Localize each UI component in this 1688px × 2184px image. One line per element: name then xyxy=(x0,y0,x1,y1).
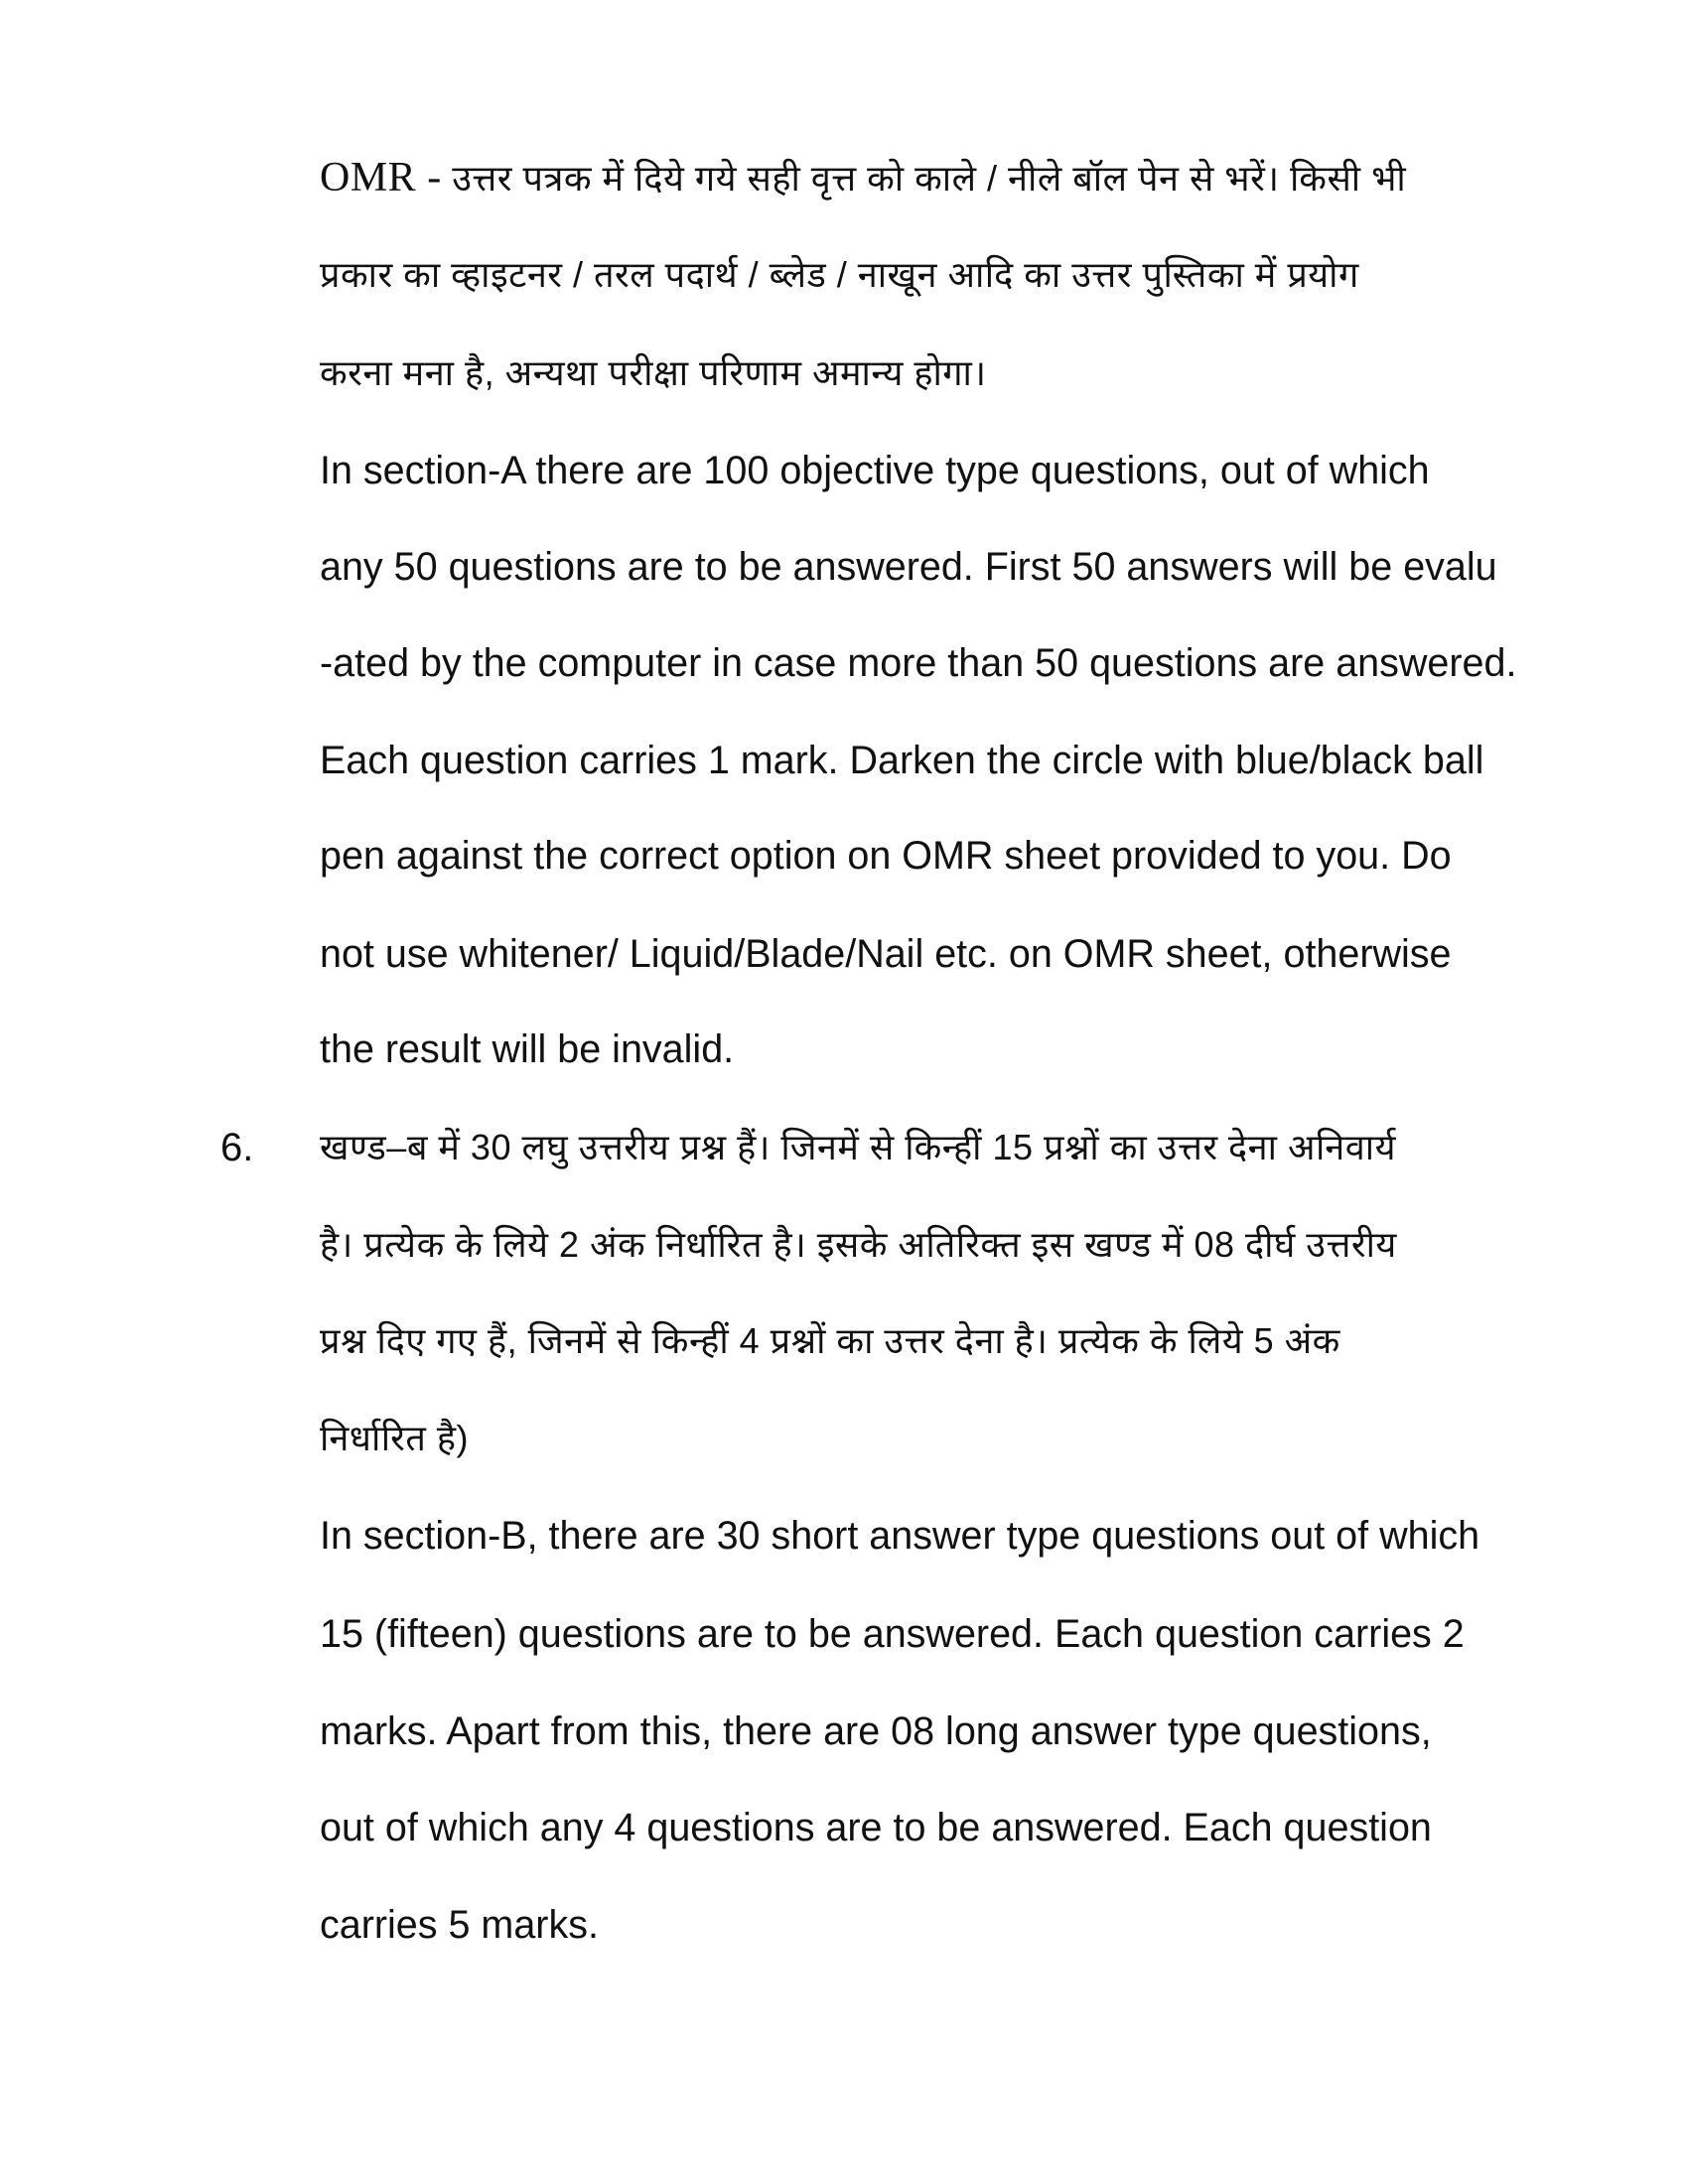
omr-instruction-hindi-line-3: करना मना है, अन्यथा परीक्षा परिणाम अमान्य होगा। xyxy=(320,352,987,393)
section-b-english-line-1: In section-B, there are 30 short answer type questions out of which xyxy=(320,1514,1480,1558)
section-a-english-line-5: pen against the correct option on OMR sheet provided to you. Do xyxy=(320,834,1452,878)
section-a-english-line-3: -ated by the computer in case more than 50 questions are answered. xyxy=(320,641,1517,685)
omr-instruction-hindi-text-1: उत्तर पत्रक में दिये गये सही वृत्त को काले / नीले बॉल पेन से भरें। किसी भी xyxy=(441,158,1407,199)
omr-instruction-hindi-line-2: प्रकार का व्हाइटनर / तरल पदार्थ / ब्लेड / नाखून आदि का उत्तर पुस्तिका में प्रयोग xyxy=(320,254,1359,295)
section-b-hindi-line-2: है। प्रत्येक के लिये 2 अंक निर्धारित है। इसके अतिरिक्त इस खण्ड में 08 दीर्घ उत्तरीय xyxy=(320,1224,1397,1265)
section-a-english-line-2: any 50 questions are to be answered. First 50 answers will be evalu xyxy=(320,545,1497,589)
section-a-english-line-1: In section-A there are 100 objective type questions, out of which xyxy=(320,449,1430,492)
omr-label: OMR - xyxy=(320,155,442,201)
section-b-english-line-5: carries 5 marks. xyxy=(320,1903,599,1947)
section-b-english-line-3: marks. Apart from this, there are 08 long answer type questions, xyxy=(320,1709,1432,1753)
section-a-english-line-6: not use whitener/ Liquid/Blade/Nail etc. on OMR sheet, otherwise xyxy=(320,932,1452,976)
item-number-6: 6. xyxy=(220,1126,254,1169)
section-b-hindi-line-1: खण्ड–ब में 30 लघु उत्तरीय प्रश्न हैं। जिनमें से किन्हीं 15 प्रश्नों का उत्तर देना अनिवार्य xyxy=(320,1127,1397,1167)
section-a-english-line-7: the result will be invalid. xyxy=(320,1027,735,1071)
omr-instruction-hindi-line-1 xyxy=(320,155,1407,201)
section-b-english-line-2: 15 (fifteen) questions are to be answered. Each question carries 2 xyxy=(320,1612,1465,1656)
section-a-english-line-4: Each question carries 1 mark. Darken the circle with blue/black ball xyxy=(320,739,1484,782)
section-b-hindi-line-3: प्रश्न दिए गए हैं, जिनमें से किन्हीं 4 प्रश्नों का उत्तर देना है। प्रत्येक के लिये 5 अंक xyxy=(320,1320,1340,1361)
section-b-english-line-4: out of which any 4 questions are to be answered. Each question xyxy=(320,1806,1432,1849)
section-b-hindi-line-4: निर्धारित है) xyxy=(320,1418,469,1458)
